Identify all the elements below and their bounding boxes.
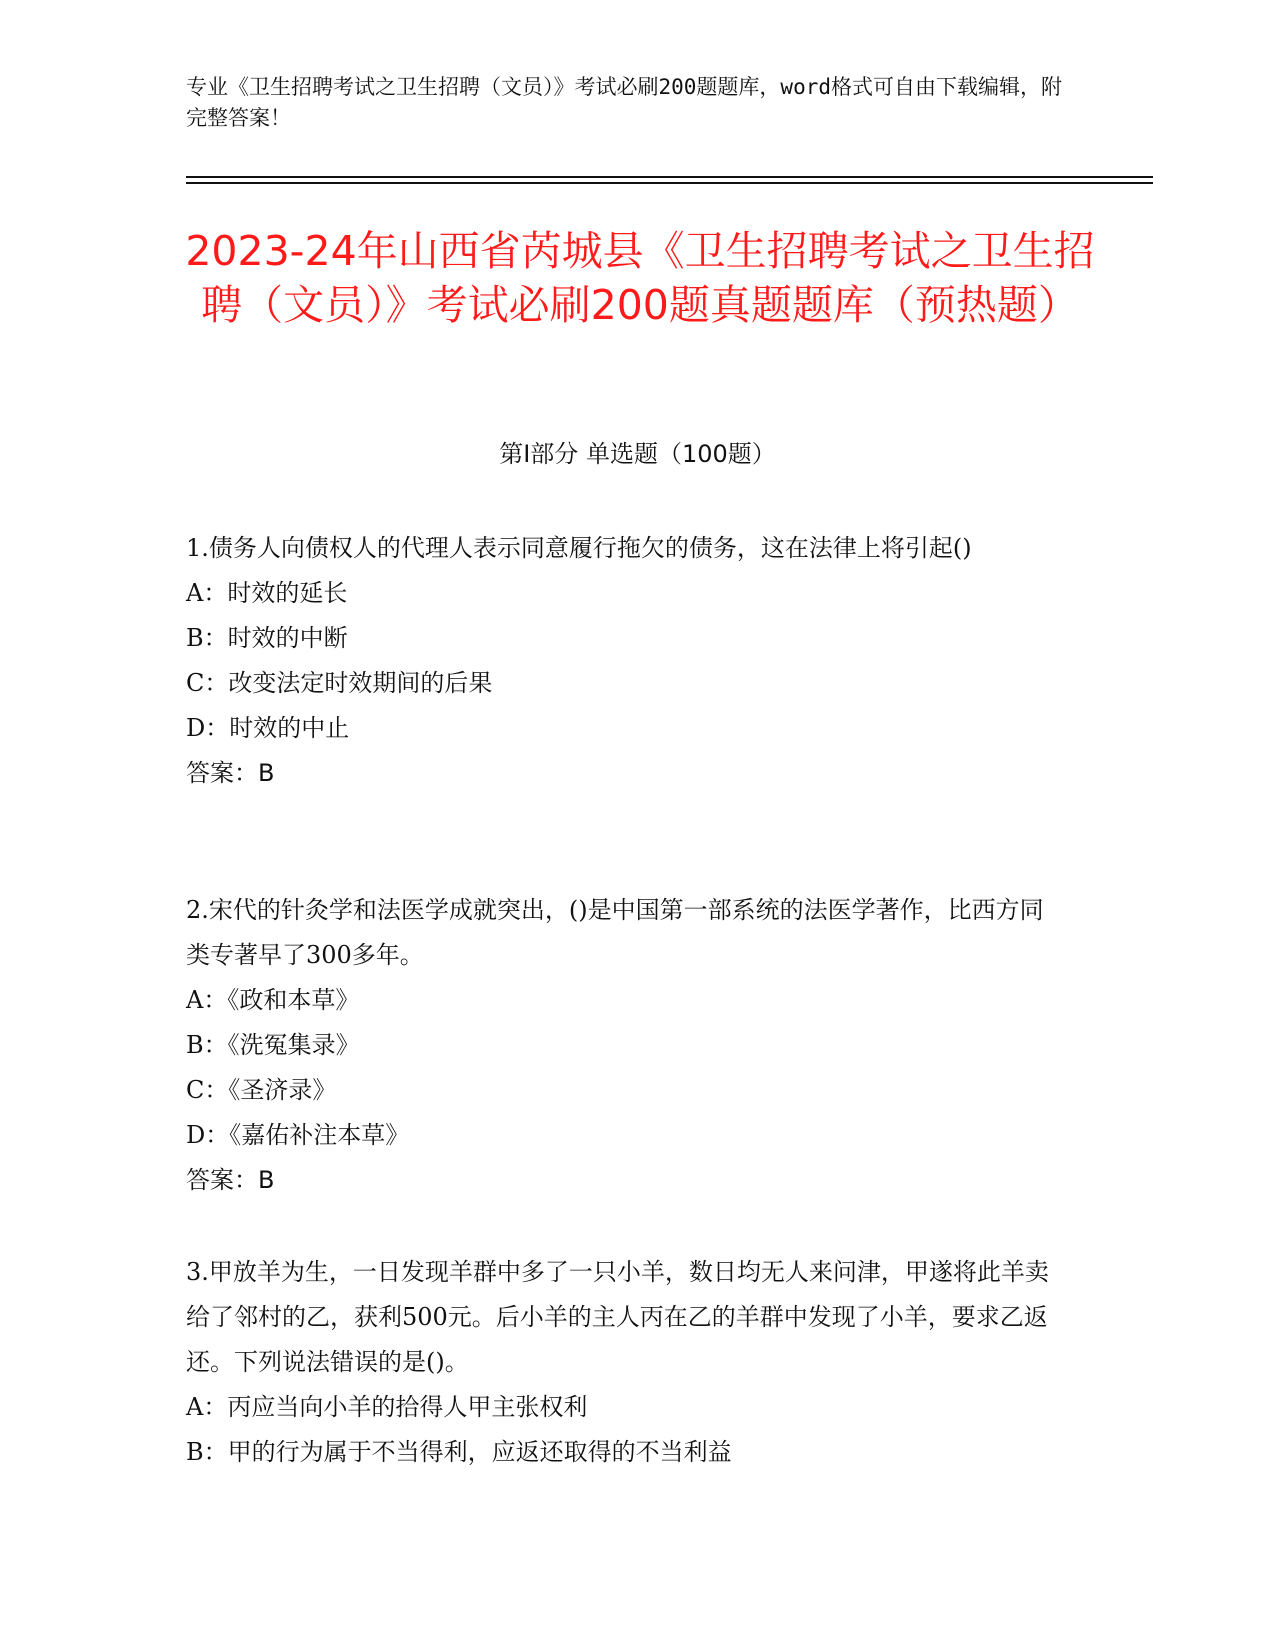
option-d: D：时效的中止 — [186, 714, 350, 742]
question-3 — [186, 1250, 1066, 1475]
question-stem: 1.债务人向债权人的代理人表示同意履行拖欠的债务，这在法律上将引起() — [186, 534, 972, 562]
option-b: B：《洗冤集录》 — [186, 1031, 360, 1059]
option-c: C：《圣济录》 — [186, 1076, 337, 1104]
option-b: B：甲的行为属于不当得利，应返还取得的不当利益 — [186, 1438, 732, 1466]
option-a: A：《政和本草》 — [186, 986, 360, 1014]
header-divider-top — [186, 176, 1153, 178]
document-title: 2023-24年山西省芮城县《卫生招聘考试之卫生招聘（文员）》考试必刷200题真题题库（预热题） — [185, 227, 1095, 329]
option-a: A：时效的延长 — [186, 579, 348, 607]
option-c: C：改变法定时效期间的后果 — [186, 669, 493, 697]
answer: 答案：B — [186, 1166, 275, 1194]
question-stem: 2.宋代的针灸学和法医学成就突出，()是中国第一部系统的法医学著作，比西方同类专著早了300多年。 — [186, 896, 1044, 969]
section-heading: 第I部分 单选题（100题） — [499, 440, 776, 468]
option-b: B：时效的中断 — [186, 624, 348, 652]
header-divider-bottom — [186, 182, 1153, 184]
header-note: 专业《卫生招聘考试之卫生招聘（文员）》考试必刷200题题库，word格式可自由下载编辑，附完整答案！ — [186, 75, 1062, 130]
answer: 答案：B — [186, 759, 275, 787]
question-2 — [186, 888, 1066, 1203]
option-d: D：《嘉佑补注本草》 — [186, 1121, 410, 1149]
question-stem: 3.甲放羊为生，一日发现羊群中多了一只小羊，数日均无人来问津，甲遂将此羊卖给了邻村的乙，获利500元。后小羊的主人丙在乙的羊群中发现了小羊，要求乙返还。下列说法错误的是()。 — [186, 1258, 1049, 1376]
option-a: A：丙应当向小羊的拾得人甲主张权利 — [186, 1393, 588, 1421]
question-1 — [186, 526, 1066, 796]
